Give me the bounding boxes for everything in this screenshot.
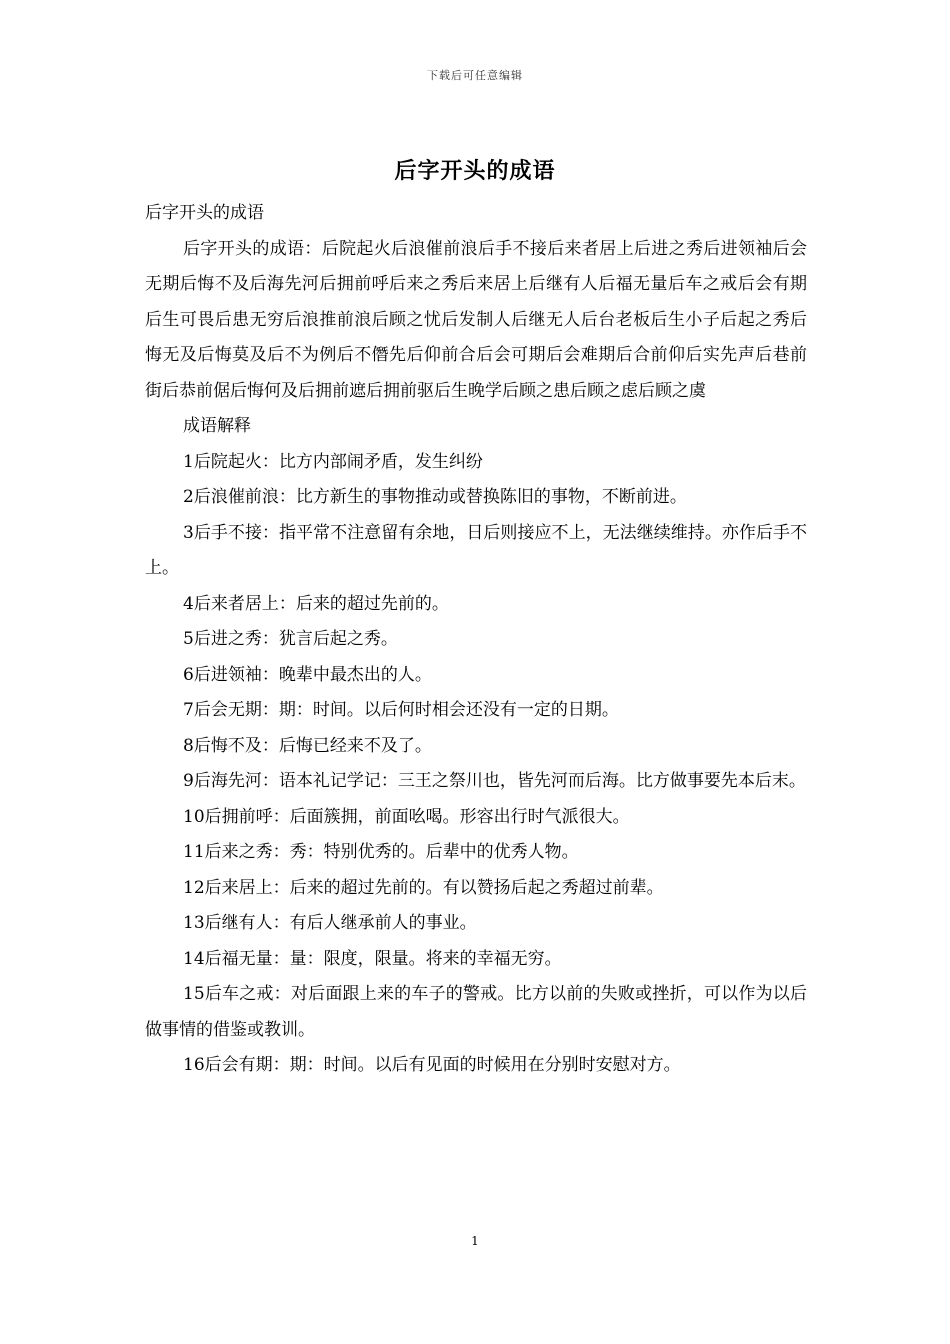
document-subtitle: 后字开头的成语 (145, 203, 264, 223)
definition-list (145, 445, 807, 1084)
definition-item: 15后车之戒：对后面跟上来的车子的警戒。比方以前的失败或挫折，可以作为以后做事情的借鉴或教训。 (145, 984, 807, 1040)
definition-item: 2后浪催前浪：比方新生的事物推动或替换陈旧的事物，不断前进。 (183, 487, 687, 507)
document-body (145, 196, 807, 1084)
definition-item: 12后来居上：后来的超过先前的。有以赞扬后起之秀超过前辈。 (183, 877, 664, 898)
definition-item: 16后会有期：期：时间。以后有见面的时候用在分别时安慰对方。 (183, 1055, 681, 1075)
definition-item: 8后悔不及：后悔已经来不及了。 (183, 735, 432, 756)
definition-item: 10后拥前呼：后面簇拥，前面吆喝。形容出行时气派很大。 (183, 806, 630, 827)
definition-item: 11后来之秀：秀：特别优秀的。后辈中的优秀人物。 (183, 842, 579, 862)
definition-item: 3后手不接：指平常不注意留有余地，日后则接应不上，无法继续维持。亦作后手不上。 (145, 522, 807, 578)
page-number: 1 (471, 1234, 479, 1248)
document-title: 后字开头的成语 (394, 159, 556, 184)
definition-item: 13后继有人：有后人继承前人的事业。 (183, 913, 477, 933)
definition-item: 6后进领袖：晚辈中最杰出的人。 (183, 664, 432, 685)
definition-item: 9后海先河：语本礼记学记：三王之祭川也，皆先河而后海。比方做事要先本后末。 (183, 771, 806, 791)
definition-item: 7后会无期：期：时间。以后何时相会还没有一定的日期。 (183, 700, 619, 720)
definition-item: 5后进之秀：犹言后起之秀。 (183, 629, 398, 649)
section-heading: 成语解释 (183, 416, 251, 436)
definition-item: 4后来者居上：后来的超过先前的。 (183, 593, 449, 614)
definition-item: 1后院起火：比方内部闹矛盾，发生纠纷 (183, 451, 483, 472)
definition-item: 14后福无量：量：限度，限量。将来的幸福无穷。 (183, 948, 562, 969)
page-header-note: 下载后可任意编辑 (427, 69, 523, 82)
intro-paragraph: 后字开头的成语：后院起火后浪催前浪后手不接后来者居上后进之秀后进领袖后会无期后悔不及后海先河后拥前呼后来之秀后来居上后继有人后福无量后车之戒后会有期后生可畏后患无穷后浪推前浪后顾之忧后发制人后继无人后台老板后生小子后起之秀后悔无及后悔莫及后不为例后不僭先后仰前合后会可期后会难期后合前仰后实先声后巷前街后恭前倨后悔何及后拥前遮后拥前驱后生晚学后顾之患后顾之虑后顾之虞 (145, 238, 807, 401)
